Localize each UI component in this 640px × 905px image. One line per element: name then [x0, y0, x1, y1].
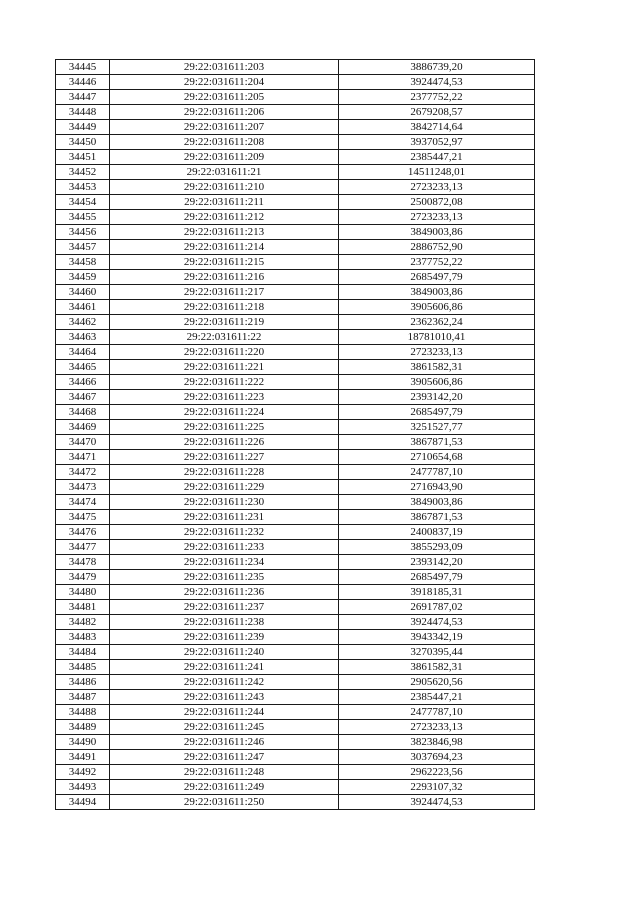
cadastral-number-cell: 29:22:031611:237: [110, 600, 339, 615]
cadastral-number-cell: 29:22:031611:236: [110, 585, 339, 600]
cadastral-value-cell: 3924474,53: [339, 615, 535, 630]
row-number-cell: 34490: [56, 735, 110, 750]
cadastral-number-cell: 29:22:031611:222: [110, 375, 339, 390]
row-number-cell: 34455: [56, 210, 110, 225]
cadastral-number-cell: 29:22:031611:248: [110, 765, 339, 780]
cadastral-number-cell: 29:22:031611:239: [110, 630, 339, 645]
cadastral-value-cell: 3924474,53: [339, 75, 535, 90]
cadastral-value-cell: 3867871,53: [339, 435, 535, 450]
row-number-cell: 34449: [56, 120, 110, 135]
cadastral-value-cell: 2723233,13: [339, 720, 535, 735]
table-row: [56, 495, 535, 510]
cadastral-number-cell: 29:22:031611:203: [110, 60, 339, 75]
cadastral-number-cell: 29:22:031611:205: [110, 90, 339, 105]
table-row: [56, 570, 535, 585]
cadastral-value-cell: 3849003,86: [339, 225, 535, 240]
table-row: [56, 735, 535, 750]
table-row: [56, 135, 535, 150]
cadastral-value-cell: 2886752,90: [339, 240, 535, 255]
table-row: [56, 420, 535, 435]
cadastral-number-cell: 29:22:031611:218: [110, 300, 339, 315]
cadastral-number-cell: 29:22:031611:225: [110, 420, 339, 435]
cadastral-value-cell: 3943342,19: [339, 630, 535, 645]
cadastral-value-cell: 2710654,68: [339, 450, 535, 465]
cadastral-value-cell: 3937052,97: [339, 135, 535, 150]
cadastral-number-cell: 29:22:031611:249: [110, 780, 339, 795]
cadastral-value-cell: 2679208,57: [339, 105, 535, 120]
cadastral-value-cell: 3270395,44: [339, 645, 535, 660]
table-row: [56, 465, 535, 480]
cadastral-value-cell: 2377752,22: [339, 90, 535, 105]
cadastral-number-cell: 29:22:031611:212: [110, 210, 339, 225]
cadastral-value-cell: 2723233,13: [339, 210, 535, 225]
table-row: [56, 180, 535, 195]
cadastral-value-cell: 3867871,53: [339, 510, 535, 525]
cadastral-value-cell: 2385447,21: [339, 150, 535, 165]
table-row: [56, 600, 535, 615]
cadastral-number-cell: 29:22:031611:231: [110, 510, 339, 525]
cadastral-number-cell: 29:22:031611:204: [110, 75, 339, 90]
cadastral-number-cell: 29:22:031611:233: [110, 540, 339, 555]
cadastral-number-cell: 29:22:031611:21: [110, 165, 339, 180]
row-number-cell: 34487: [56, 690, 110, 705]
table-row: [56, 255, 535, 270]
row-number-cell: 34472: [56, 465, 110, 480]
row-number-cell: 34469: [56, 420, 110, 435]
cadastral-value-table: [55, 59, 535, 810]
row-number-cell: 34454: [56, 195, 110, 210]
row-number-cell: 34493: [56, 780, 110, 795]
cadastral-number-cell: 29:22:031611:219: [110, 315, 339, 330]
row-number-cell: 34479: [56, 570, 110, 585]
table-row: [56, 300, 535, 315]
cadastral-value-cell: 2377752,22: [339, 255, 535, 270]
table-row: [56, 105, 535, 120]
row-number-cell: 34465: [56, 360, 110, 375]
cadastral-number-cell: 29:22:031611:243: [110, 690, 339, 705]
cadastral-value-cell: 2685497,79: [339, 405, 535, 420]
table-row: [56, 480, 535, 495]
row-number-cell: 34474: [56, 495, 110, 510]
cadastral-number-cell: 29:22:031611:209: [110, 150, 339, 165]
row-number-cell: 34451: [56, 150, 110, 165]
cadastral-number-cell: 29:22:031611:224: [110, 405, 339, 420]
table-row: [56, 195, 535, 210]
cadastral-number-cell: 29:22:031611:229: [110, 480, 339, 495]
row-number-cell: 34463: [56, 330, 110, 345]
cadastral-value-cell: 2400837,19: [339, 525, 535, 540]
table-row: [56, 660, 535, 675]
cadastral-value-cell: 2362362,24: [339, 315, 535, 330]
cadastral-number-cell: 29:22:031611:245: [110, 720, 339, 735]
cadastral-value-cell: 3251527,77: [339, 420, 535, 435]
cadastral-number-cell: 29:22:031611:244: [110, 705, 339, 720]
cadastral-value-cell: 2685497,79: [339, 270, 535, 285]
row-number-cell: 34488: [56, 705, 110, 720]
row-number-cell: 34491: [56, 750, 110, 765]
cadastral-value-cell: 2500872,08: [339, 195, 535, 210]
table-row: [56, 285, 535, 300]
row-number-cell: 34453: [56, 180, 110, 195]
cadastral-value-cell: 2477787,10: [339, 705, 535, 720]
table-row: [56, 90, 535, 105]
table-row: [56, 390, 535, 405]
table-row: [56, 675, 535, 690]
row-number-cell: 34482: [56, 615, 110, 630]
cadastral-number-cell: 29:22:031611:241: [110, 660, 339, 675]
table-row: [56, 690, 535, 705]
row-number-cell: 34448: [56, 105, 110, 120]
row-number-cell: 34447: [56, 90, 110, 105]
table-row: [56, 720, 535, 735]
table-row: [56, 240, 535, 255]
table-row: [56, 780, 535, 795]
row-number-cell: 34471: [56, 450, 110, 465]
cadastral-value-cell: 2716943,90: [339, 480, 535, 495]
table-row: [56, 555, 535, 570]
cadastral-value-cell: 3905606,86: [339, 300, 535, 315]
table-row: [56, 405, 535, 420]
table-row: [56, 150, 535, 165]
cadastral-number-cell: 29:22:031611:247: [110, 750, 339, 765]
row-number-cell: 34494: [56, 795, 110, 810]
row-number-cell: 34476: [56, 525, 110, 540]
cadastral-value-cell: 2723233,13: [339, 345, 535, 360]
table-row: [56, 645, 535, 660]
table-row: [56, 525, 535, 540]
row-number-cell: 34473: [56, 480, 110, 495]
row-number-cell: 34483: [56, 630, 110, 645]
cadastral-number-cell: 29:22:031611:242: [110, 675, 339, 690]
row-number-cell: 34480: [56, 585, 110, 600]
cadastral-number-cell: 29:22:031611:238: [110, 615, 339, 630]
table-row: [56, 345, 535, 360]
cadastral-number-cell: 29:22:031611:213: [110, 225, 339, 240]
row-number-cell: 34486: [56, 675, 110, 690]
cadastral-value-cell: 3918185,31: [339, 585, 535, 600]
cadastral-number-cell: 29:22:031611:214: [110, 240, 339, 255]
cadastral-value-cell: 2385447,21: [339, 690, 535, 705]
cadastral-value-cell: 3924474,53: [339, 795, 535, 810]
table-row: [56, 375, 535, 390]
cadastral-number-cell: 29:22:031611:228: [110, 465, 339, 480]
cadastral-value-cell: 2905620,56: [339, 675, 535, 690]
table-row: [56, 120, 535, 135]
cadastral-value-cell: 3905606,86: [339, 375, 535, 390]
cadastral-value-cell: 2393142,20: [339, 390, 535, 405]
cadastral-number-cell: 29:22:031611:207: [110, 120, 339, 135]
cadastral-number-cell: 29:22:031611:221: [110, 360, 339, 375]
row-number-cell: 34492: [56, 765, 110, 780]
row-number-cell: 34450: [56, 135, 110, 150]
table-row: [56, 705, 535, 720]
table-row: [56, 315, 535, 330]
cadastral-number-cell: 29:22:031611:211: [110, 195, 339, 210]
cadastral-number-cell: 29:22:031611:240: [110, 645, 339, 660]
cadastral-value-cell: 14511248,01: [339, 165, 535, 180]
cadastral-value-cell: 3886739,20: [339, 60, 535, 75]
cadastral-number-cell: 29:22:031611:230: [110, 495, 339, 510]
row-number-cell: 34458: [56, 255, 110, 270]
row-number-cell: 34468: [56, 405, 110, 420]
table-row: [56, 765, 535, 780]
row-number-cell: 34445: [56, 60, 110, 75]
cadastral-number-cell: 29:22:031611:246: [110, 735, 339, 750]
row-number-cell: 34467: [56, 390, 110, 405]
cadastral-number-cell: 29:22:031611:232: [110, 525, 339, 540]
table-row: [56, 750, 535, 765]
cadastral-value-cell: 3037694,23: [339, 750, 535, 765]
row-number-cell: 34462: [56, 315, 110, 330]
cadastral-value-cell: 2477787,10: [339, 465, 535, 480]
cadastral-value-table-container: [55, 59, 534, 810]
cadastral-value-cell: 2962223,56: [339, 765, 535, 780]
cadastral-value-cell: 3849003,86: [339, 285, 535, 300]
cadastral-value-cell: 2691787,02: [339, 600, 535, 615]
table-row: [56, 585, 535, 600]
cadastral-number-cell: 29:22:031611:226: [110, 435, 339, 450]
row-number-cell: 34466: [56, 375, 110, 390]
cadastral-number-cell: 29:22:031611:215: [110, 255, 339, 270]
cadastral-number-cell: 29:22:031611:210: [110, 180, 339, 195]
row-number-cell: 34446: [56, 75, 110, 90]
cadastral-value-cell: 18781010,41: [339, 330, 535, 345]
cadastral-value-cell: 3823846,98: [339, 735, 535, 750]
table-row: [56, 630, 535, 645]
cadastral-value-cell: 3842714,64: [339, 120, 535, 135]
cadastral-value-cell: 3861582,31: [339, 660, 535, 675]
table-row: [56, 360, 535, 375]
table-body: [56, 60, 535, 810]
row-number-cell: 34452: [56, 165, 110, 180]
cadastral-number-cell: 29:22:031611:234: [110, 555, 339, 570]
table-row: [56, 75, 535, 90]
cadastral-value-cell: 2685497,79: [339, 570, 535, 585]
cadastral-number-cell: 29:22:031611:250: [110, 795, 339, 810]
cadastral-value-cell: 2393142,20: [339, 555, 535, 570]
cadastral-number-cell: 29:22:031611:206: [110, 105, 339, 120]
table-row: [56, 210, 535, 225]
row-number-cell: 34459: [56, 270, 110, 285]
row-number-cell: 34464: [56, 345, 110, 360]
row-number-cell: 34475: [56, 510, 110, 525]
cadastral-number-cell: 29:22:031611:227: [110, 450, 339, 465]
table-row: [56, 615, 535, 630]
cadastral-value-cell: 3855293,09: [339, 540, 535, 555]
table-row: [56, 450, 535, 465]
row-number-cell: 34478: [56, 555, 110, 570]
row-number-cell: 34489: [56, 720, 110, 735]
table-row: [56, 435, 535, 450]
row-number-cell: 34470: [56, 435, 110, 450]
cadastral-number-cell: 29:22:031611:223: [110, 390, 339, 405]
cadastral-number-cell: 29:22:031611:235: [110, 570, 339, 585]
row-number-cell: 34460: [56, 285, 110, 300]
cadastral-value-cell: 2723233,13: [339, 180, 535, 195]
cadastral-value-cell: 3861582,31: [339, 360, 535, 375]
table-row: [56, 165, 535, 180]
table-row: [56, 225, 535, 240]
cadastral-number-cell: 29:22:031611:217: [110, 285, 339, 300]
row-number-cell: 34461: [56, 300, 110, 315]
row-number-cell: 34477: [56, 540, 110, 555]
table-row: [56, 270, 535, 285]
cadastral-number-cell: 29:22:031611:208: [110, 135, 339, 150]
row-number-cell: 34481: [56, 600, 110, 615]
cadastral-value-cell: 2293107,32: [339, 780, 535, 795]
row-number-cell: 34484: [56, 645, 110, 660]
cadastral-number-cell: 29:22:031611:220: [110, 345, 339, 360]
row-number-cell: 34485: [56, 660, 110, 675]
row-number-cell: 34456: [56, 225, 110, 240]
cadastral-number-cell: 29:22:031611:216: [110, 270, 339, 285]
table-row: [56, 540, 535, 555]
cadastral-value-cell: 3849003,86: [339, 495, 535, 510]
table-row: [56, 795, 535, 810]
cadastral-number-cell: 29:22:031611:22: [110, 330, 339, 345]
row-number-cell: 34457: [56, 240, 110, 255]
table-row: [56, 60, 535, 75]
table-row: [56, 510, 535, 525]
table-row: [56, 330, 535, 345]
